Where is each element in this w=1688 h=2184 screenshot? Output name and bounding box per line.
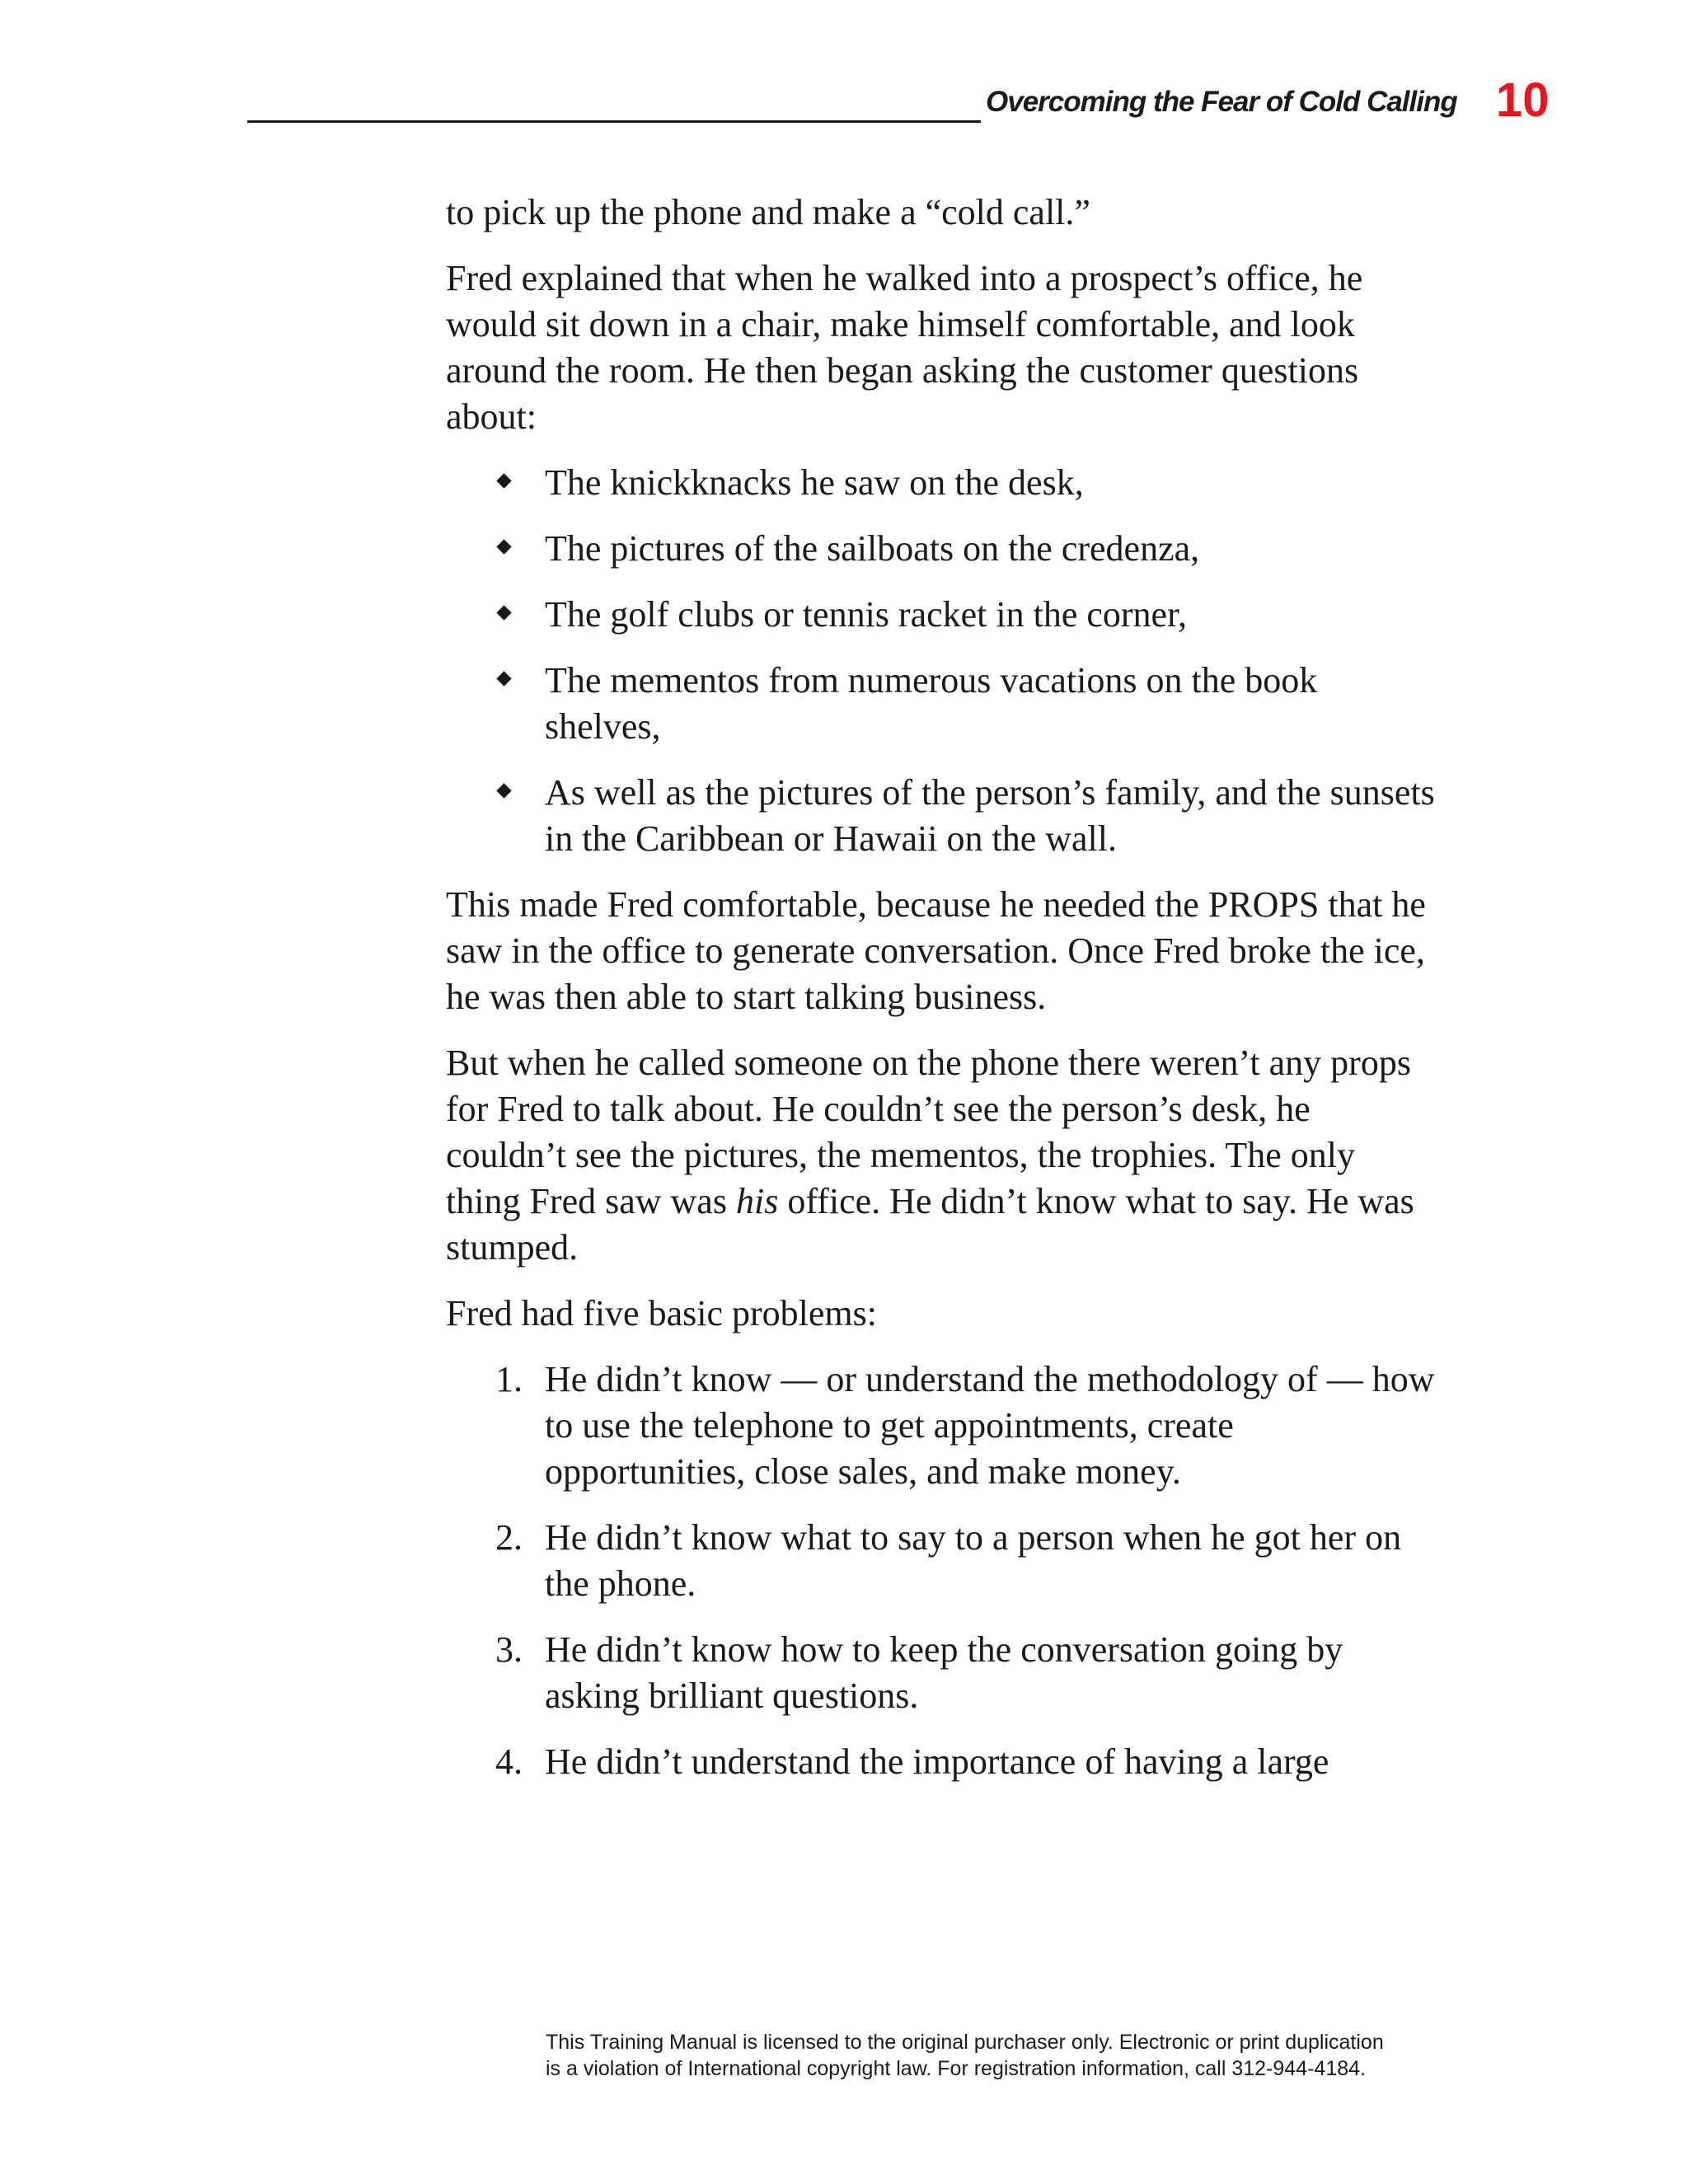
diamond-bullet-icon <box>496 783 511 798</box>
list-item <box>446 1627 1435 1719</box>
page-header <box>247 73 1566 130</box>
diamond-bullet-icon <box>496 539 511 554</box>
diamond-bullet-icon <box>496 605 511 620</box>
diamond-bullet-icon <box>496 473 511 488</box>
list-item <box>446 526 1435 572</box>
props-bullet-list <box>446 460 1435 862</box>
emphasis-text: his <box>735 1181 779 1221</box>
footer-line: is a violation of International copyright law. For registration information, call 312-944-4184. <box>546 2057 1366 2080</box>
chapter-title: Overcoming the Fear of Cold Calling <box>986 86 1457 118</box>
paragraph-props: This made Fred comfortable, because he needed the PROPS that he saw in the office to generate conversation. Once Fred broke the ice, he was then able to start talking business. <box>446 884 1426 1017</box>
footer-line: This Training Manual is licensed to the original purchaser only. Electronic or print duplication <box>546 2031 1384 2054</box>
list-item <box>446 592 1435 638</box>
list-item-text: As well as the pictures of the person’s family, and the sunsets in the Caribbean or Hawaii on the wall. <box>545 772 1435 859</box>
list-item <box>446 460 1435 506</box>
copyright-footer <box>546 2029 1444 2082</box>
list-item-text: The golf clubs or tennis racket in the corner, <box>545 594 1187 635</box>
page-number: 10 <box>1496 73 1550 127</box>
list-item-text: He didn’t know — or understand the methodology of — how to use the telephone to get appointments, create opportunities, close sales, and make money. <box>545 1359 1435 1492</box>
list-item-text: He didn’t know how to keep the conversation going by asking brilliant questions. <box>545 1629 1343 1716</box>
list-item <box>446 1515 1435 1607</box>
list-item <box>446 658 1435 750</box>
intro-paragraph: to pick up the phone and make a “cold call.” <box>446 192 1090 232</box>
list-item <box>446 1357 1435 1495</box>
header-rule <box>247 120 981 123</box>
paragraph-office-visit: Fred explained that when he walked into a prospect’s office, he would sit down in a chair, make himself comfortable, and look around the room. He then began asking the customer questions about: <box>446 258 1363 437</box>
list-item-text: The mementos from numerous vacations on the book shelves, <box>545 660 1318 747</box>
list-item-text: He didn’t understand the importance of having a large <box>545 1741 1329 1782</box>
list-item-text: The pictures of the sailboats on the credenza, <box>545 528 1200 569</box>
list-number: 2. <box>495 1517 523 1558</box>
paragraph-phone-call <box>446 1040 1435 1271</box>
list-item-text: The knickknacks he saw on the desk, <box>545 462 1084 503</box>
page-body <box>446 190 1435 1805</box>
paragraph-text: But when he called someone on the phone there weren’t any props for Fred to talk about. He couldn’t see the person’s desk, he couldn’t see the pictures, the mementos, the trophies. The only thing Fred saw was <box>446 1043 1411 1221</box>
list-number: 3. <box>495 1629 523 1670</box>
list-item <box>446 770 1435 862</box>
list-number: 1. <box>495 1359 523 1399</box>
list-item-text: He didn’t know what to say to a person when he got her on the phone. <box>545 1517 1402 1604</box>
problems-numbered-list <box>446 1357 1435 1785</box>
list-item <box>446 1739 1435 1785</box>
diamond-bullet-icon <box>496 671 511 686</box>
paragraph-text: office. He didn’t know what to say. He was stumped. <box>446 1181 1414 1268</box>
list-number: 4. <box>495 1741 523 1782</box>
paragraph-problems-intro: Fred had five basic problems: <box>446 1293 877 1333</box>
